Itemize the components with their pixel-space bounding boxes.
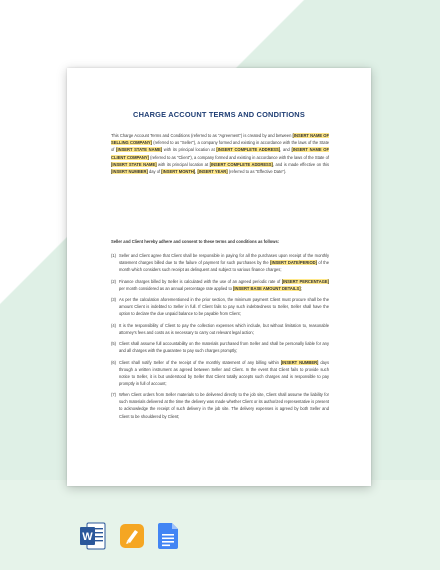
clause-number: (6): [111, 359, 117, 365]
document-text: of the month which considers such receipt as delinquent and subject to various finance charges;: [119, 260, 329, 273]
document-text: When Client orders from Seller materials to be delivered directly to the job site, Client shall assume the liability for such materials delivered at the time the delivery was made whether Client or its authorized representative is present to acknowledge the receipt of such delivery in the job site. The delivery expenses is agreed by both Seller and Client to be shouldered by Client;: [119, 392, 329, 419]
clause-item: [111, 359, 329, 387]
document-text: day of: [147, 169, 162, 175]
document-page: [67, 68, 371, 486]
clause-number: (3): [111, 297, 117, 303]
placeholder-field: [INSERT COMPLETE ADDRESS]: [209, 161, 273, 167]
placeholder-field: [INSERT PERCENTAGE]: [281, 278, 329, 284]
clause-number: (7): [111, 392, 117, 398]
document-text: As per the calculation aforementioned in the prior section, the minimum payment Client must procure shall be the amount Client is indebted to Seller in full. If Client fails to pay such indebtedness to Seller, Seller shall have the option to declare the due unpaid balance to be payable from Client;: [119, 297, 329, 317]
document-text: (referred to as "Client"), a company formed and existing in accordance with the laws of the State of: [148, 154, 330, 160]
google-docs-icon[interactable]: [158, 523, 178, 549]
document-title: CHARGE ACCOUNT TERMS AND CONDITIONS: [133, 110, 305, 119]
document-text: per month considered as an annual percentage rate applied to: [119, 285, 234, 291]
document-text: This Charge Account Terms and Conditions (referred to as "Agreement") is created by and between: [111, 133, 293, 138]
document-text: It is the responsibility of Client to pay the collection expenses which include, but without limitation to, reasonable attorney's fees and costs as is necessary to carry out relevant legal action;: [119, 322, 329, 335]
document-text: with its principal location at: [162, 147, 217, 153]
clause-item: [111, 296, 329, 317]
document-text: days through a written instrument as agreed between Seller and Client. In the event that Client fails to provide such notice to Seller, it is but understood by Seller that Client totally accepts such charges and is responsible to pay promptly in full of account;: [119, 359, 329, 386]
document-text: Client shall assume full accountability on the materials purchased from Seller and shall be personally liable for any and all charges with the guarantee to pay such charges promptly;: [119, 341, 329, 354]
document-text: Finance charges billed by Seller is calculated with the use of an agreed periodic rate of: [119, 278, 282, 284]
document-text: (referred to as "Effective Date").: [227, 169, 287, 175]
clause-number: (2): [111, 278, 117, 284]
placeholder-field: [INSERT STATE NAME]: [111, 161, 157, 167]
clause-number: (5): [111, 341, 117, 347]
document-text: , and is made effective on this: [272, 161, 330, 167]
word-icon[interactable]: [80, 522, 106, 550]
document-text: with its principal location at: [156, 161, 210, 167]
clause-number: (1): [111, 253, 117, 258]
intro-paragraph: [111, 132, 329, 175]
clause-item: [111, 278, 329, 292]
placeholder-field: [INSERT NUMBER]: [280, 359, 319, 365]
clause-item: [111, 252, 329, 273]
placeholder-field: [INSERT MONTH]: [161, 169, 196, 175]
placeholder-field: [INSERT COMPLETE ADDRESS]: [216, 147, 281, 153]
document-text: ;: [300, 285, 302, 291]
document-text: Client shall notify Seller of the receipt of the monthly statement of any billing within: [119, 359, 281, 365]
clause-item: [111, 340, 329, 354]
lead-sentence: Seller and Client hereby adhere and consent to these terms and conditions as follows:: [111, 239, 280, 244]
clause-item: [111, 391, 329, 419]
placeholder-field: [INSERT NAME OF CLIENT COMPANY]: [111, 147, 329, 160]
placeholder-field: [INSERT YEAR]: [197, 169, 228, 175]
document-text: , and: [280, 147, 292, 153]
document-text: (referred to as "Seller"), a company formed and existing in accordance with the laws of the State of: [111, 140, 329, 153]
document-text: Seller and Client agree that Client shall be responsible in paying for all the purchases upon receipt of the monthly statement charges billed due to the failure of payment for such purchases by the: [119, 253, 329, 266]
placeholder-field: [INSERT NUMBER]: [111, 169, 148, 175]
clause-item: [111, 322, 329, 336]
document-text: ,: [195, 169, 197, 175]
placeholder-field: [INSERT BASE AMOUNT DETAILS]: [233, 285, 301, 291]
placeholder-field: [INSERT STATE NAME]: [116, 147, 163, 153]
pages-icon[interactable]: [120, 524, 144, 548]
background-footer-band: [0, 480, 440, 570]
placeholder-field: [INSERT NAME OF SELLING COMPANY]: [111, 133, 329, 146]
svg-text:W: W: [82, 531, 93, 543]
clause-number: (4): [111, 322, 117, 328]
placeholder-field: [INSERT DATE/PERIOD]: [270, 260, 317, 266]
clause-list: [111, 252, 329, 424]
